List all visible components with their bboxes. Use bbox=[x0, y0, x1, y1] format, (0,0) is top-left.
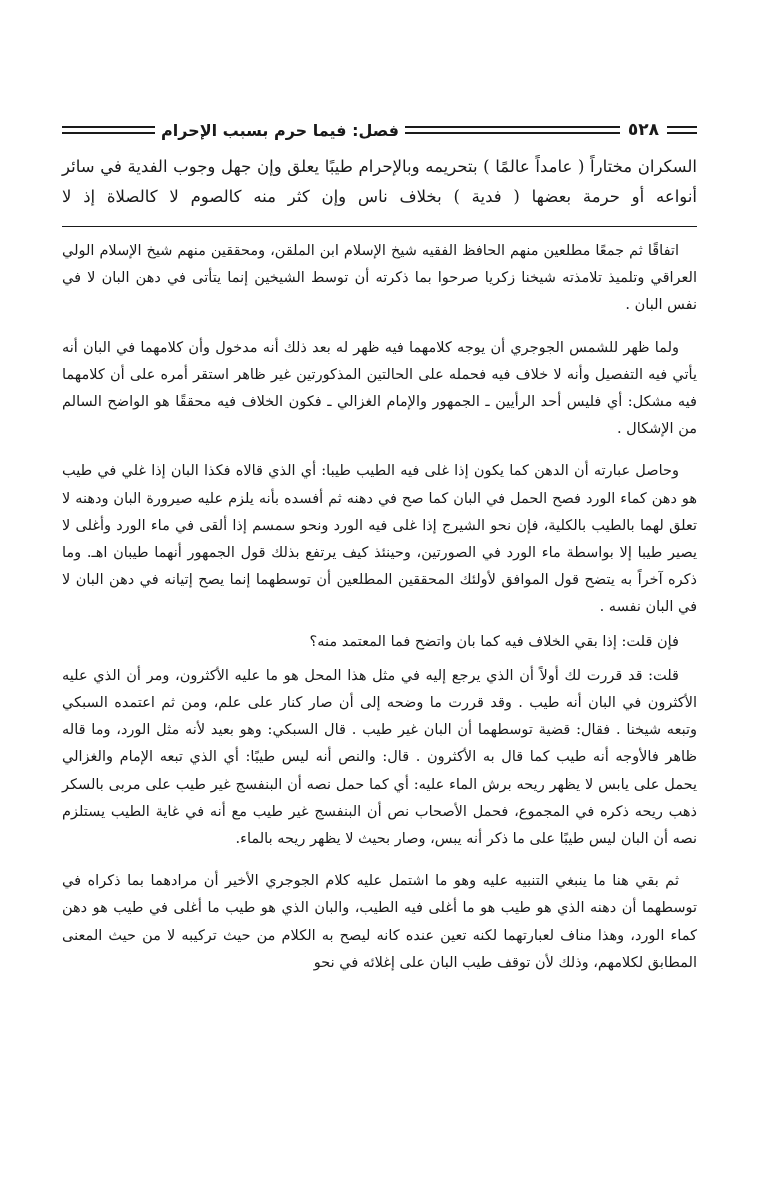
commentary-paragraph-1: اتفاقًا ثم جمعًا مطلعين منهم الحافظ الفقيه شيخ الإسلام ابن الملقن، ومحققين منهم شيخ الإسلام الولي العراقي وتلميذ تلامذته شيخنا زكريا صرحوا بما ذكرته أن توسط الشيخين إنما يتأتى في دهن البان لا في نفس البان . bbox=[62, 243, 697, 314]
main-text: السكران مختاراً ( عامداً عالمًا ) بتحريمه وبالإحرام طيبًا يعلق وإن جهل وجوب الفدية في سائر أنواعه أو حرمة بعضها ( فدية ) بخلاف ناس وإن كثر منه كالصوم لا كالصلاة إذ لا bbox=[62, 157, 697, 206]
running-header bbox=[62, 118, 697, 142]
page-number: ٥٢٨ bbox=[627, 120, 659, 140]
header-rule-right bbox=[667, 124, 697, 136]
commentary-paragraph-5: قلت: قد قررت لك أولاً أن الذي يرجع إليه في مثل هذا المحل هو ما عليه الأكثرون، ومر أن الذي عليه الأكثرون في البان أنه طيب . وقد قررت ما وضحه إلى أن صار كنار على علم، ومن ثم اعتمده السبكي وتبعه شيخنا . فقال: قضية توسطهما أن البان غير طيب . قال السبكي: وهو بعيد لأنه مثل الورد، وما قاله ظاهر فالأوجه أنه طيب كما قال به الأكثرون . قال: والنص أنه ليس طيبًا: أي الذي تبعه الإمام والغزالي يحمل على يابس لا يظهر ريحه برش الماء عليه: أي كما حمل نصه أن البنفسج غير طيب على مربى بالسكر ذهب ريحه ذكره في المجموع، فحمل الأصحاب نص أن البنفسج غير طيب مع أنه في غاية الطيب يستلزم نصه أن البان ليس طيبًا على ما ذكر أنه يبس، وصار بحيث لا يظهر ريحه بالماء. bbox=[62, 667, 697, 848]
header-rule-middle bbox=[405, 124, 620, 136]
header-rule-left bbox=[62, 124, 155, 136]
commentary-paragraph-6: ثم بقي هنا ما ينبغي التنبيه عليه وهو ما اشتمل عليه كلام الجوجري الأخير أن مرادهما بما ذكراه في توسطهما أن دهنه الذي هو طيب هو ما أغلى فيه الطيب، والبان الذي هو طيب ما أغلى في طيب هو دهن كماء الورد، وهذا مناف لعبارتهما لكنه تعين عنده كانه ليصح به الكلام من حيث تركيبه لا من حيث المعنى المطابق لكلامهم، وذلك لأن توقف طيب البان على إغلائه في نحو bbox=[62, 873, 697, 971]
footnote-divider bbox=[62, 226, 697, 227]
chapter-title: فصل: فيما حرم بسبب الإحرام bbox=[161, 120, 400, 140]
commentary-section bbox=[62, 238, 697, 992]
commentary-paragraph-4: فإن قلت: إذا بقي الخلاف فيه كما بان واتضح فما المعتمد منه؟ bbox=[309, 633, 679, 650]
commentary-paragraph-3: وحاصل عبارته أن الدهن كما يكون إذا غلى فيه الطيب طيبا: أي الذي قالاه فكذا البان إذا غلي في طيب هو دهن كماء الورد فصح الحمل في البان كما صح في دهنه ثم أفسده بأنه يلزم عليه صيرورة البان ودهنه لا تعلق لهما بالطيب بالكلية، فإن نحو الشيرج إذا غلى فيه الورد ونحو سمسم إذا ألقى في ماء الورد وأغلى لا يصير طيبا إلا بواسطة ماء الورد في الصورتين، وحينئذ كيف يرتفع بذلك قول الجمهور أنهما طيبان اهـ. وما ذكره آخراً به يتضح قول الموافق لأولئك المحققين المطلعين أن توسطهما إنما يصح إتيانه في دهن البان لا في البان نفسه . bbox=[62, 463, 697, 616]
commentary-paragraph-2: ولما ظهر للشمس الجوجري أن يوجه كلامهما فيه ظهر له بعد ذلك أنه مدخول وأن كلامهما في البان أنه يأتي فيه التفصيل وأنه لا خلاف فيه فحمله على الحالتين المذكورتين غير ظاهر استقر أمره على أن كلامهما فيه مشكل: أي فليس أحد الرأيين ـ الجمهور والإمام الغزالي ـ فكون الخلاف فيه محققًا هو الواضح السالم من الإشكال . bbox=[62, 339, 697, 438]
